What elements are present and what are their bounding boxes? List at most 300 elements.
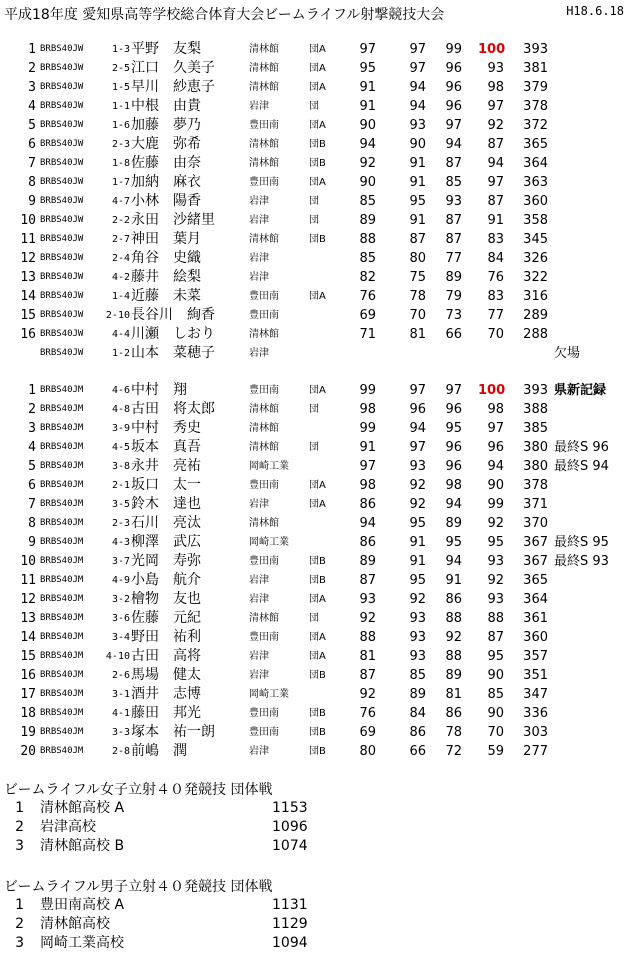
cell-name: 藤田 邦光 [131,705,201,721]
cell-code: BRBS40JW [40,253,84,263]
cell-bib: 3-1 [111,689,130,700]
cell-total: 370 [523,516,548,531]
cell-s1: 90 [359,175,376,190]
cell-note: 最終S 93 [554,554,609,569]
cell-name: 塚本 祐一朗 [131,724,215,740]
cell-bib: 3-6 [111,613,130,624]
cell-s4: 93 [487,592,504,607]
cell-code: BRBS40JM [40,575,84,585]
cell-school: 豊田南 [249,385,279,396]
cell-s3: 96 [445,459,462,474]
cell-s2: 94 [409,80,426,95]
cell-school: 豊田南 [249,556,279,567]
cell-code: BRBS40JM [40,632,84,642]
cell-team: 団 [309,215,319,226]
cell-code: BRBS40JW [40,82,84,92]
cell-code: BRBS40JW [40,139,84,149]
cell-s1: 98 [359,402,376,417]
cell-school: 清林館 [249,423,279,434]
cell-code: BRBS40JW [40,120,84,130]
cell-s1: 95 [359,61,376,76]
cell-school: 清林館 [249,613,279,624]
team-row [0,799,628,818]
cell-s3: 81 [445,687,462,702]
cell-total: 379 [523,80,548,95]
cell-code: BRBS40JM [40,404,84,414]
cell-total: 361 [523,611,548,626]
result-row [0,154,628,173]
cell-bib: 4-10 [105,651,130,662]
cell-rank: 9 [28,535,36,550]
cell-code: BRBS40JM [40,537,84,547]
cell-s2: 91 [409,156,426,171]
cell-s2: 97 [409,440,426,455]
cell-total: 367 [523,535,548,550]
cell-bib: 2-6 [111,670,130,681]
cell-bib: 2-5 [111,63,130,74]
cell-s1: 90 [359,118,376,133]
cell-bib: 4-9 [111,575,130,586]
cell-code: BRBS40JM [40,385,84,395]
cell-name: 平野 友梨 [131,41,201,57]
cell-s4: 87 [487,137,504,152]
cell-school: 岩津 [249,594,269,605]
cell-s3: 87 [445,156,462,171]
cell-total: 363 [523,175,548,190]
result-row [0,419,628,438]
cell-s4: 100 [478,42,506,57]
cell-note: 最終S 95 [554,535,609,550]
cell-team: 団A [309,82,326,93]
team-cell-total: 1131 [272,897,308,913]
team-cell-name: 岩津高校 [40,819,96,835]
cell-s3: 89 [445,516,462,531]
cell-s1: 93 [359,592,376,607]
cell-s1: 76 [359,289,376,304]
cell-s4: 77 [487,308,504,323]
cell-s1: 71 [359,327,376,342]
cell-rank: 12 [20,592,36,607]
result-row [0,135,628,154]
result-row [0,457,628,476]
team-cell-name: 清林館高校 A [40,800,125,816]
cell-s1: 99 [359,383,376,398]
cell-total: 364 [523,592,548,607]
cell-s1: 69 [359,725,376,740]
cell-s4: 97 [487,99,504,114]
team-cell-name: 清林館高校 [40,916,110,932]
cell-school: 豊田南 [249,632,279,643]
cell-team: 団B [309,708,326,719]
cell-s2: 91 [409,175,426,190]
cell-s3: 95 [445,535,462,550]
result-row [0,211,628,230]
cell-code: BRBS40JW [40,329,84,339]
result-row [0,514,628,533]
cell-rank: 19 [20,725,36,740]
cell-s3: 86 [445,592,462,607]
cell-name: 古田 将太郎 [131,401,215,417]
cell-s3: 96 [445,440,462,455]
cell-total: 364 [523,156,548,171]
cell-name: 山本 菜穂子 [131,345,215,361]
cell-s3: 92 [445,630,462,645]
cell-s2: 95 [409,573,426,588]
cell-s3: 97 [445,118,462,133]
cell-code: BRBS40JM [40,499,84,509]
cell-bib: 1-8 [111,158,130,169]
cell-s2: 92 [409,478,426,493]
cell-s3: 87 [445,213,462,228]
cell-s1: 91 [359,99,376,114]
result-row [0,268,628,287]
cell-s3: 94 [445,554,462,569]
team-row [0,837,628,856]
cell-team: 団 [309,442,319,453]
cell-total: 381 [523,61,548,76]
result-row [0,438,628,457]
cell-bib: 1-6 [111,120,130,131]
cell-s1: 82 [359,270,376,285]
cell-bib: 1-4 [111,291,130,302]
result-row [0,192,628,211]
cell-school: 清林館 [249,329,279,340]
cell-school: 清林館 [249,404,279,415]
team-cell-rank: 1 [15,897,24,913]
cell-s2: 91 [409,554,426,569]
cell-bib: 4-5 [111,442,130,453]
cell-code: BRBS40JM [40,689,84,699]
cell-name: 早川 紗恵子 [131,79,215,95]
cell-s2: 95 [409,194,426,209]
cell-s3: 96 [445,61,462,76]
cell-school: 岩津 [249,348,269,359]
cell-name: 柳澤 武広 [131,534,201,550]
cell-s4: 70 [487,327,504,342]
cell-s4: 70 [487,725,504,740]
cell-rank: 11 [20,232,36,247]
cell-s4: 95 [487,649,504,664]
result-row [0,78,628,97]
cell-total: 372 [523,118,548,133]
cell-school: 豊田南 [249,727,279,738]
cell-rank: 15 [20,649,36,664]
cell-s1: 97 [359,42,376,57]
cell-s1: 99 [359,421,376,436]
cell-school: 清林館 [249,442,279,453]
cell-s2: 86 [409,725,426,740]
cell-school: 岩津 [249,746,269,757]
result-row [0,609,628,628]
cell-s4: 94 [487,156,504,171]
cell-s3: 98 [445,478,462,493]
date-label: H18.6.18 [566,4,624,18]
result-row [0,552,628,571]
cell-rank: 15 [20,308,36,323]
cell-name: 中村 秀史 [131,420,201,436]
cell-school: 清林館 [249,158,279,169]
cell-team: 団B [309,556,326,567]
result-row [0,59,628,78]
result-row [0,476,628,495]
cell-school: 豊田南 [249,177,279,188]
team-cell-rank: 1 [15,800,24,816]
cell-s4: 99 [487,497,504,512]
cell-total: 388 [523,402,548,417]
cell-s4: 97 [487,175,504,190]
cell-rank: 16 [20,327,36,342]
cell-team: 団 [309,404,319,415]
cell-s2: 75 [409,270,426,285]
result-row [0,666,628,685]
cell-name: 加納 麻衣 [131,174,201,190]
cell-school: 清林館 [249,234,279,245]
cell-rank: 5 [28,459,36,474]
cell-school: 岩津 [249,670,269,681]
cell-team: 団 [309,613,319,624]
cell-code: BRBS40JM [40,556,84,566]
cell-bib: 1-2 [111,348,130,359]
cell-team: 団B [309,670,326,681]
cell-code: BRBS40JW [40,158,84,168]
cell-code: BRBS40JM [40,746,84,756]
cell-s4: 59 [487,744,504,759]
cell-total: 347 [523,687,548,702]
cell-code: BRBS40JM [40,480,84,490]
cell-s1: 69 [359,308,376,323]
cell-bib: 2-4 [111,253,130,264]
result-row [0,685,628,704]
cell-s2: 94 [409,99,426,114]
cell-name: 中根 由貴 [131,98,201,114]
cell-total: 393 [523,42,548,57]
cell-rank: 12 [20,251,36,266]
cell-s4: 92 [487,516,504,531]
cell-team: 団A [309,63,326,74]
cell-school: 岩津 [249,499,269,510]
page-title: 平成18年度 愛知県高等学校総合体育大会ビームライフル射撃競技大会 [4,7,445,23]
result-row [0,116,628,135]
cell-name: 檜物 友也 [131,591,201,607]
cell-total: 378 [523,99,548,114]
cell-rank: 4 [28,99,36,114]
cell-rank: 1 [28,383,36,398]
cell-s3: 88 [445,649,462,664]
cell-s1: 92 [359,156,376,171]
cell-s2: 97 [409,42,426,57]
cell-code: BRBS40JM [40,442,84,452]
cell-rank: 6 [28,478,36,493]
cell-s1: 81 [359,649,376,664]
cell-bib: 3-9 [111,423,130,434]
result-row [0,590,628,609]
cell-s4: 90 [487,706,504,721]
team-men-title: ビームライフル男子立射４０発競技 団体戦 [4,879,273,895]
cell-s2: 87 [409,232,426,247]
cell-name: 藤井 絵梨 [131,269,201,285]
team-cell-rank: 2 [15,819,24,835]
cell-s4: 83 [487,289,504,304]
cell-code: BRBS40JW [40,101,84,111]
cell-bib: 3-5 [111,499,130,510]
team-cell-rank: 3 [15,838,24,854]
cell-s3: 66 [445,327,462,342]
cell-team: 団A [309,594,326,605]
cell-team: 団A [309,291,326,302]
cell-s2: 89 [409,687,426,702]
cell-bib: 2-8 [111,746,130,757]
cell-s1: 86 [359,497,376,512]
cell-s1: 94 [359,137,376,152]
cell-s2: 92 [409,497,426,512]
result-row [0,249,628,268]
cell-name: 長谷川 絢香 [131,307,215,323]
cell-s4: 93 [487,61,504,76]
cell-s2: 94 [409,421,426,436]
result-row [0,647,628,666]
cell-code: BRBS40JW [40,63,84,73]
cell-school: 岩津 [249,575,269,586]
cell-bib: 3-3 [111,727,130,738]
cell-bib: 2-7 [111,234,130,245]
cell-school: 清林館 [249,44,279,55]
cell-team: 団B [309,139,326,150]
cell-s4: 85 [487,687,504,702]
result-row [0,495,628,514]
result-row [0,230,628,249]
cell-rank: 7 [28,497,36,512]
cell-s4: 91 [487,213,504,228]
result-row [0,287,628,306]
cell-total: 345 [523,232,548,247]
cell-school: 清林館 [249,518,279,529]
cell-code: BRBS40JM [40,461,84,471]
cell-team: 団B [309,158,326,169]
team-cell-total: 1096 [272,819,308,835]
cell-name: 古田 高将 [131,648,201,664]
cell-school: 岡崎工業 [249,537,289,548]
cell-code: BRBS40JM [40,518,84,528]
cell-total: 365 [523,137,548,152]
result-row [0,400,628,419]
cell-s1: 92 [359,687,376,702]
cell-code: BRBS40JW [40,310,84,320]
cell-total: 357 [523,649,548,664]
cell-s1: 89 [359,554,376,569]
cell-bib: 3-2 [111,594,130,605]
cell-s2: 78 [409,289,426,304]
cell-bib: 4-6 [111,385,130,396]
cell-school: 豊田南 [249,291,279,302]
cell-s3: 89 [445,668,462,683]
team-cell-name: 豊田南高校 A [40,897,125,913]
cell-total: 378 [523,478,548,493]
cell-school: 岩津 [249,272,269,283]
cell-team: 団 [309,101,319,112]
cell-s4: 96 [487,440,504,455]
cell-s1: 80 [359,744,376,759]
cell-team: 団 [309,196,319,207]
cell-total: 358 [523,213,548,228]
cell-name: 光岡 寿弥 [131,553,201,569]
cell-team: 団A [309,480,326,491]
cell-s1: 86 [359,535,376,550]
cell-team: 団B [309,234,326,245]
cell-code: BRBS40JM [40,651,84,661]
cell-rank: 7 [28,156,36,171]
cell-s3: 77 [445,251,462,266]
cell-school: 岡崎工業 [249,689,289,700]
cell-s4: 90 [487,478,504,493]
cell-rank: 2 [28,402,36,417]
cell-s4: 76 [487,270,504,285]
cell-s4: 88 [487,611,504,626]
cell-code: BRBS40JW [40,291,84,301]
cell-total: 316 [523,289,548,304]
team-cell-total: 1074 [272,838,308,854]
result-row [0,704,628,723]
cell-school: 清林館 [249,63,279,74]
cell-rank: 8 [28,175,36,190]
cell-total: 336 [523,706,548,721]
cell-rank: 14 [20,630,36,645]
cell-s3: 96 [445,80,462,95]
cell-bib: 1-5 [111,82,130,93]
team-row [0,896,628,915]
cell-s2: 93 [409,118,426,133]
cell-rank: 14 [20,289,36,304]
cell-s4: 83 [487,232,504,247]
team-cell-rank: 3 [15,935,24,951]
cell-s3: 94 [445,137,462,152]
cell-s2: 80 [409,251,426,266]
cell-rank: 13 [20,611,36,626]
cell-s4: 97 [487,421,504,436]
cell-team: 団A [309,385,326,396]
cell-s2: 95 [409,516,426,531]
cell-name: 永田 沙緒里 [131,212,215,228]
result-row [0,571,628,590]
cell-s2: 93 [409,459,426,474]
cell-code: BRBS40JW [40,234,84,244]
cell-rank: 18 [20,706,36,721]
cell-s1: 92 [359,611,376,626]
cell-s3: 94 [445,497,462,512]
cell-bib: 1-1 [111,101,130,112]
cell-s1: 85 [359,251,376,266]
cell-name: 野田 祐利 [131,629,201,645]
cell-s3: 87 [445,232,462,247]
cell-team: 団A [309,499,326,510]
cell-code: BRBS40JM [40,670,84,680]
cell-team: 団A [309,44,326,55]
cell-rank: 20 [20,744,36,759]
cell-bib: 2-2 [111,215,130,226]
result-row [0,306,628,325]
cell-name: 中村 翔 [131,382,187,398]
cell-s1: 89 [359,213,376,228]
result-row [0,628,628,647]
cell-bib: 2-10 [105,310,130,321]
cell-name: 近藤 未菜 [131,288,201,304]
team-cell-total: 1129 [272,916,308,932]
cell-s3: 86 [445,706,462,721]
cell-rank: 10 [20,213,36,228]
cell-name: 坂口 太一 [131,477,201,493]
cell-bib: 3-8 [111,461,130,472]
cell-name: 大鹿 弥希 [131,136,201,152]
cell-s3: 72 [445,744,462,759]
